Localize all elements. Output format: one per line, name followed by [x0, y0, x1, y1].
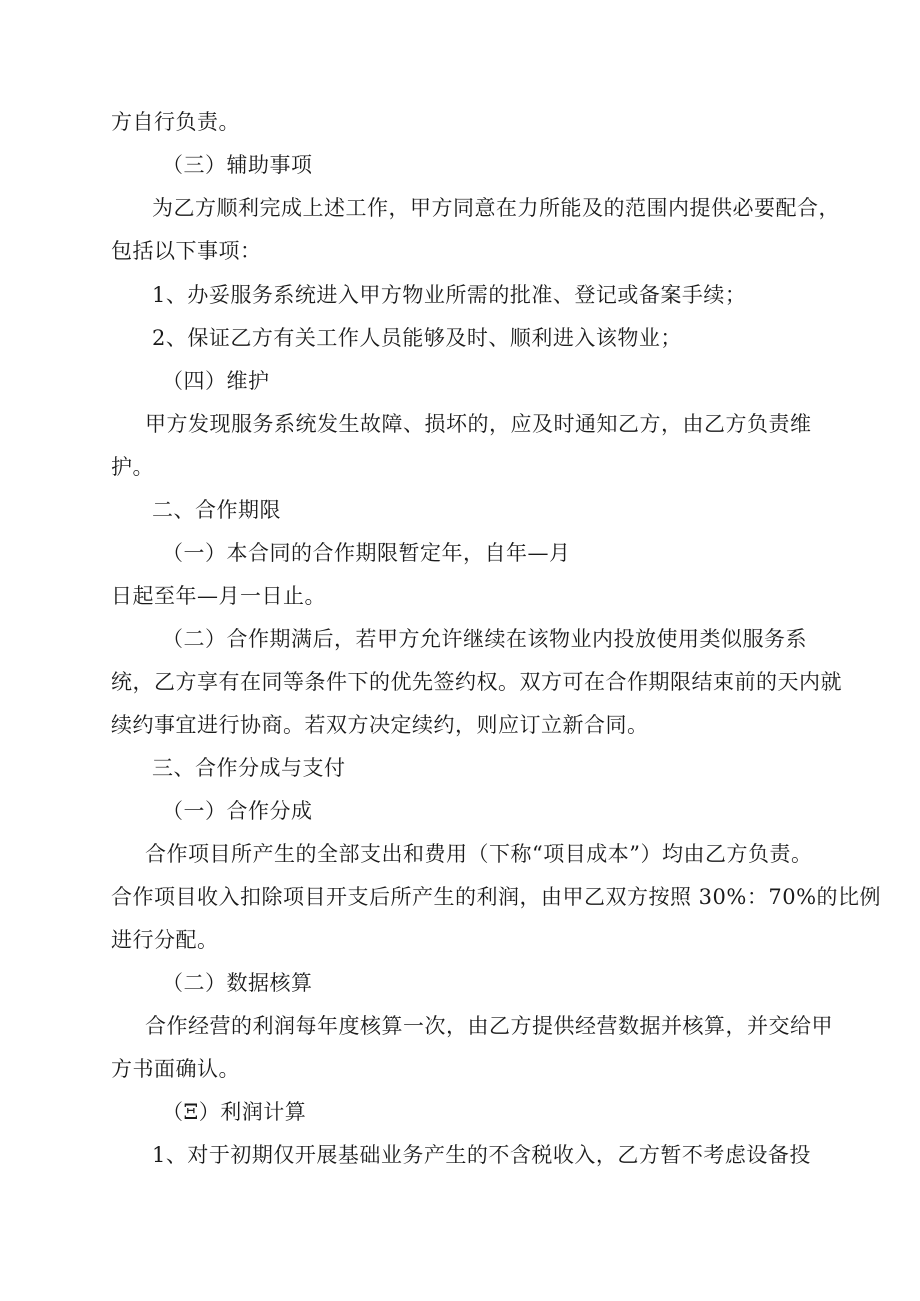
- chapter-heading: 三、合作分成与支付: [152, 756, 346, 780]
- text-line: 方书面确认。: [111, 1057, 240, 1081]
- text-line: 护。: [111, 455, 154, 479]
- text-line: （二）合作期满后，若甲方允许继续在该物业内投放使用类似服务系: [162, 627, 807, 651]
- list-item: 2、保证乙方有关工作人员能够及时、顺利进入该物业；: [152, 326, 682, 350]
- text-line: 为乙方顺利完成上述工作，甲方同意在力所能及的范围内提供必要配合，: [152, 196, 840, 220]
- text-line: 统，乙方享有在同等条件下的优先签约权。双方可在合作期限结束前的天内就: [111, 670, 842, 694]
- section-heading: （二）数据核算: [162, 971, 313, 995]
- text-line: 甲方发现服务系统发生故障、损坏的，应及时通知乙方，由乙方负责维: [145, 412, 812, 436]
- text-line: （一）本合同的合作期限暂定年，自年—月: [162, 541, 571, 565]
- text-line: 方自行负责。: [111, 110, 240, 134]
- section-heading: （四）维护: [162, 369, 270, 393]
- text-line: 日起至年—月一日止。: [111, 584, 326, 608]
- section-heading: （三）辅助事项: [162, 153, 313, 177]
- list-item: 1、对于初期仅开展基础业务产生的不含税收入，乙方暂不考虑设备投: [152, 1143, 811, 1167]
- text-line: 包括以下事项：: [111, 239, 262, 263]
- text-line: 续约事宜进行协商。若双方决定续约，则应订立新合同。: [111, 713, 649, 737]
- text-line: 合作项目所产生的全部支出和费用（下称“项目成本”）均由乙方负责。: [145, 842, 813, 866]
- section-heading: （一）合作分成: [162, 799, 313, 823]
- chapter-heading: 二、合作期限: [152, 498, 281, 522]
- section-heading: （Ξ）利润计算: [162, 1100, 307, 1124]
- list-item: 1、办妥服务系统进入甲方物业所需的批准、登记或备案手续；: [152, 283, 747, 307]
- text-line: 合作项目收入扣除项目开支后所产生的利润，由甲乙双方按照 30%：70%的比例: [111, 885, 882, 909]
- text-line: 合作经营的利润每年度核算一次，由乙方提供经营数据并核算，并交给甲: [145, 1014, 833, 1038]
- text-line: 进行分配。: [111, 928, 219, 952]
